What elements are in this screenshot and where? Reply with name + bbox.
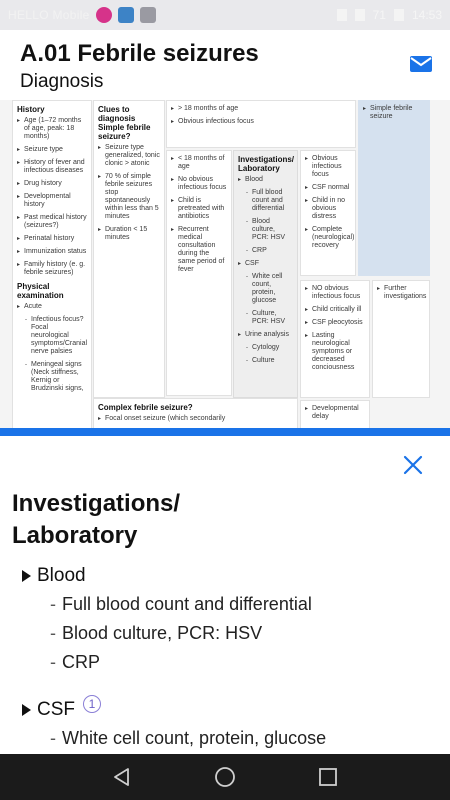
sheet-divider: [0, 428, 450, 436]
back-icon[interactable]: [111, 766, 133, 788]
footnote-badge[interactable]: 1: [83, 695, 101, 713]
list-subitem: - White cell count, protein, glucose: [238, 273, 293, 305]
list-subitem: [22, 590, 312, 619]
csf-label: CSF: [37, 699, 75, 720]
clues-title: Clues to diagnosis Simple febrile seizure?: [98, 105, 151, 141]
list-item: ▸ Child is pretreated with antibiotics: [171, 197, 227, 221]
history-box[interactable]: [12, 100, 92, 430]
sheet-title: Investigations/ Laboratory: [12, 490, 181, 549]
results-c-box[interactable]: [300, 400, 370, 430]
dash-bullet: -: [50, 594, 56, 614]
list-item: ▸ Duration < 15 minutes: [98, 226, 160, 242]
blood-item[interactable]: [22, 562, 312, 590]
list-item: ▸ Further investigations: [377, 285, 425, 301]
page-subtitle: Diagnosis: [20, 71, 104, 92]
gallery-app-icon: [140, 7, 156, 23]
list-item: ▸ Seizure type generalized, tonic clonic > atonic: [98, 144, 160, 168]
diagnosis-flowchart[interactable]: [0, 100, 450, 430]
dash-bullet: -: [50, 728, 56, 748]
health-app-icon: [118, 7, 134, 23]
list-item: ▸ Developmental history: [17, 193, 87, 209]
physical-exam-title: Physical examination: [17, 282, 64, 300]
list-item: ▸ 70 % of simple febrile seizures stop spontaneously within less than 5 minutes: [98, 173, 160, 221]
simple-seizure-box[interactable]: [358, 100, 430, 276]
list-item: ▸ CSF normal: [305, 184, 351, 192]
notification-app-icon: [96, 7, 112, 23]
blood-label: Blood: [37, 565, 86, 586]
list-item: ▸ NO obvious infectious focus: [305, 285, 365, 301]
further-investigations-box[interactable]: [372, 280, 430, 398]
list-item: ▸ Obvious infectious focus: [171, 118, 351, 126]
list-subitem: - Culture: [238, 357, 293, 365]
list-subitem: - Full blood count and differential: [238, 189, 293, 213]
list-item: ▸ Simple febrile seizure: [363, 105, 425, 121]
home-icon[interactable]: [214, 766, 236, 788]
list-subitem: [22, 619, 312, 648]
clues-box[interactable]: [93, 100, 165, 398]
list-item: ▸ > 18 months of age: [171, 105, 351, 113]
list-item: ▸ Obvious infectious focus: [305, 155, 351, 179]
page-header: [0, 30, 450, 100]
list-item: ▸ Blood: [238, 176, 293, 184]
list-item: ▸ Drug history: [17, 180, 87, 188]
blood-item-text: Blood culture, PCR: HSV: [62, 623, 263, 643]
list-item: ▸ Child in no obvious distress: [305, 197, 351, 221]
criteria-mid-box[interactable]: [166, 150, 232, 396]
signal-icon: [355, 9, 365, 21]
list-subitem: - Blood culture, PCR: HSV: [238, 218, 293, 242]
dash-bullet: -: [50, 623, 56, 643]
list-item: ▸ Past medical history (seizures?): [17, 214, 87, 230]
list-item: ▸ < 18 months of age: [171, 155, 227, 171]
dash-bullet: -: [50, 652, 56, 672]
list-subitem: - Meningeal signs (Neck stiffness, Kernig or Brudzinski signs,: [17, 361, 87, 393]
criteria-top-box[interactable]: [166, 100, 356, 148]
investigations-title: Investigations/ Laboratory: [238, 155, 295, 173]
list-item: ▸ History of fever and infectious diseases: [17, 159, 87, 175]
blood-item-text: CRP: [62, 652, 101, 672]
list-item: ▸ CSF pleocytosis: [305, 319, 365, 327]
list-subitem: - Culture, PCR: HSV: [238, 310, 293, 326]
blood-section: [22, 562, 312, 677]
status-bar: [0, 0, 450, 30]
list-subitem: - Cytology: [238, 344, 293, 352]
csf-item[interactable]: [22, 696, 326, 724]
history-title: History: [17, 105, 45, 114]
list-subitem: - Infectious focus? Focal neurological symptoms/Cranial nerve palsies: [17, 316, 87, 356]
list-item: ▸ CSF: [238, 260, 293, 268]
results-b-box[interactable]: [300, 280, 370, 398]
list-item: ▸ Lasting neurological symptoms or decreased conciousness: [305, 332, 365, 372]
csf-section: [22, 696, 326, 753]
list-item: ▸ Child critically ill: [305, 306, 365, 314]
blood-item-text: Full blood count and differential: [62, 594, 312, 614]
list-item: ▸ Immunization status: [17, 248, 87, 256]
alarm-icon: [337, 9, 347, 21]
clock: 14:53: [411, 8, 442, 22]
list-item: ▸ Age (1–72 months of age, peak: 18 months): [17, 117, 87, 141]
investigations-box[interactable]: [233, 150, 298, 398]
list-item: ▸ Family history (e. g. febrile seizures): [17, 261, 87, 277]
detail-sheet: [0, 436, 450, 754]
list-subitem: [22, 724, 326, 753]
list-item: ▸ Urine analysis: [238, 331, 293, 339]
close-icon[interactable]: [402, 454, 424, 476]
carrier-label: HELLO Mobile: [8, 8, 90, 22]
mail-icon[interactable]: [410, 56, 432, 72]
list-subitem: [22, 648, 312, 677]
results-a-box[interactable]: [300, 150, 356, 276]
complex-seizure-box[interactable]: [93, 398, 298, 430]
list-item: ▸ Perinatal history: [17, 235, 87, 243]
csf-item-text: White cell count, protein, glucose: [62, 728, 327, 748]
battery-icon: [394, 9, 404, 21]
page-title: A.01 Febrile seizures: [20, 40, 259, 67]
complex-title: Complex febrile seizure?: [98, 403, 193, 412]
battery-level: 71: [372, 8, 386, 22]
list-item: ▸ Seizure type: [17, 146, 87, 154]
triangle-bullet-icon: [22, 704, 31, 716]
list-item: ▸ Complete (neurological) recovery: [305, 226, 351, 250]
recents-icon[interactable]: [317, 766, 339, 788]
system-nav-bar: [0, 754, 450, 800]
list-item: ▸ Focal onset seizure (which secondarily: [98, 415, 293, 423]
list-item: ▸ Acute: [17, 303, 87, 311]
list-item: ▸ Recurrent medical consultation during the same period of fever: [171, 226, 227, 274]
list-subitem: - CRP: [238, 247, 293, 255]
list-item: ▸ No obvious infectious focus: [171, 176, 227, 192]
list-item: ▸ Developmental delay: [305, 405, 365, 421]
triangle-bullet-icon: [22, 570, 31, 582]
